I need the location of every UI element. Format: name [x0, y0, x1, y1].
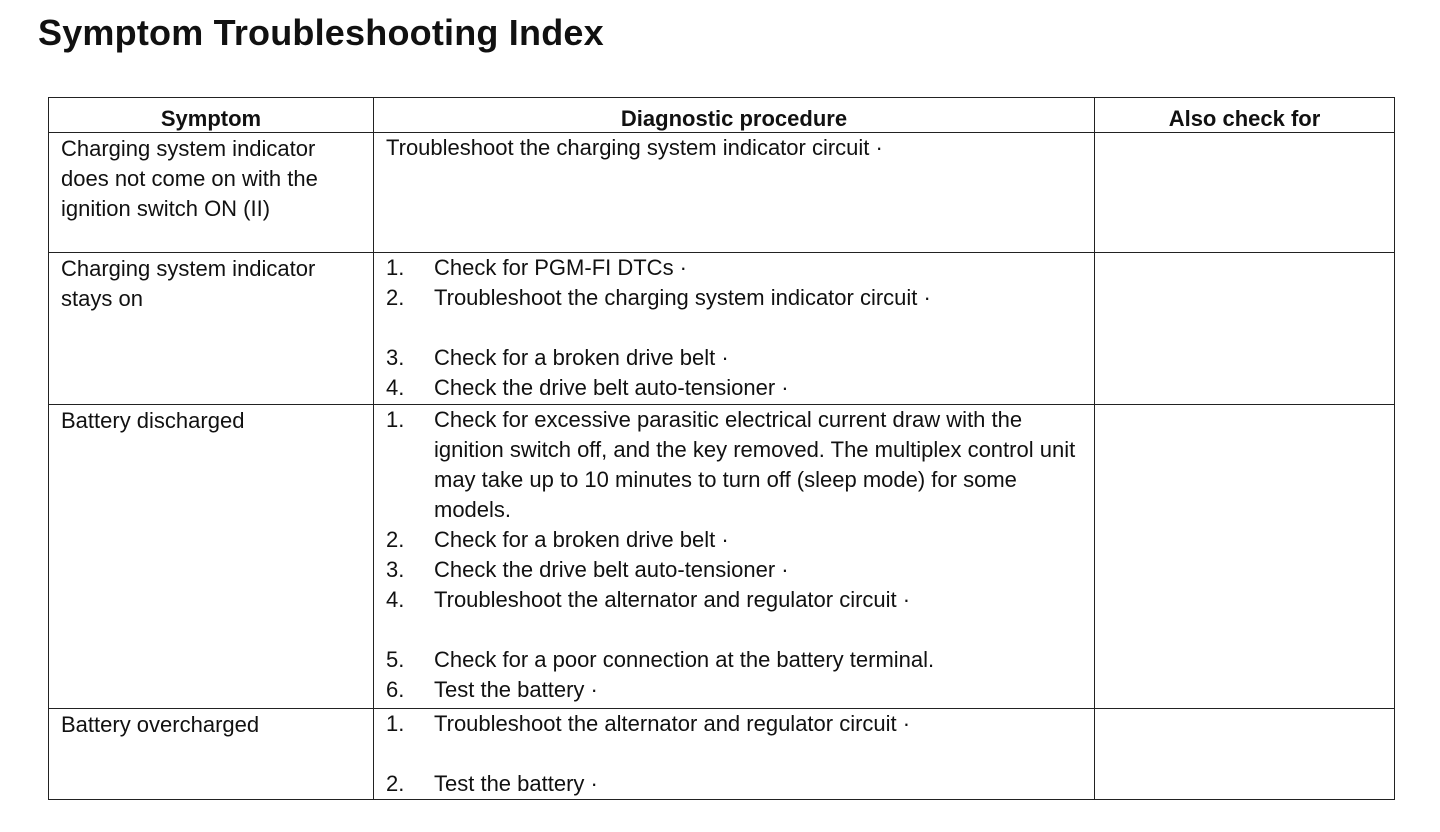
procedure-step [386, 525, 1088, 555]
procedure-text: Troubleshoot the charging system indicator circuit · [386, 135, 883, 160]
also-check-cell [1095, 253, 1395, 405]
procedure-step [386, 709, 1088, 739]
procedure-step [386, 555, 1088, 585]
symptom-cell: Battery discharged [49, 405, 374, 709]
procedure-step [386, 585, 1088, 615]
step-text: Test the battery · [434, 771, 598, 796]
table-row [49, 405, 1395, 709]
step-text: Troubleshoot the alternator and regulator circuit · [434, 711, 911, 736]
procedure-cell [374, 253, 1095, 405]
step-number: 2. [386, 527, 405, 552]
step-number: 1. [386, 711, 405, 736]
step-text: Troubleshoot the charging system indicator circuit · [434, 285, 931, 310]
procedure-cell [374, 133, 1095, 253]
table-row [49, 133, 1395, 253]
symptom-cell: Charging system indicator stays on [49, 253, 374, 405]
step-number: 3. [386, 557, 405, 582]
step-number: 1. [386, 407, 405, 432]
step-number: 4. [386, 587, 405, 612]
step-list [386, 253, 1088, 403]
symptom-table-container [48, 97, 1394, 800]
step-number: 1. [386, 255, 405, 280]
procedure-step [386, 253, 1088, 283]
step-list [386, 709, 1088, 799]
step-text: Check for excessive parasitic electrical current draw with the ignition switch off, and the key removed. The multiplex control unit may take up to 10 minutes to turn off (sleep mode) for some models. [434, 407, 1076, 522]
step-number: 6. [386, 677, 405, 702]
step-number: 3. [386, 345, 405, 370]
step-list [386, 405, 1088, 705]
symptom-table [48, 97, 1395, 800]
symptom-cell: Charging system indicator does not come on with the ignition switch ON (II) [49, 133, 374, 253]
procedure-step [386, 373, 1088, 403]
table-row [49, 253, 1395, 405]
procedure-cell [374, 405, 1095, 709]
step-text: Check for a broken drive belt · [434, 345, 729, 370]
procedure-cell [374, 709, 1095, 800]
header-diagnostic-procedure: Diagnostic procedure [374, 98, 1095, 133]
procedure-step [386, 283, 1088, 313]
also-check-cell [1095, 405, 1395, 709]
step-text: Troubleshoot the alternator and regulator circuit · [434, 587, 911, 612]
also-check-cell [1095, 709, 1395, 800]
procedure-step [386, 405, 1088, 525]
step-number: 2. [386, 285, 405, 310]
procedure-step [386, 343, 1088, 373]
header-also-check-for: Also check for [1095, 98, 1395, 133]
procedure-step [386, 675, 1088, 705]
step-text: Check the drive belt auto-tensioner · [434, 375, 789, 400]
table-header-row [49, 98, 1395, 133]
step-text: Check for PGM-FI DTCs · [434, 255, 688, 280]
symptom-cell: Battery overcharged [49, 709, 374, 800]
header-symptom: Symptom [49, 98, 374, 133]
step-text: Check the drive belt auto-tensioner · [434, 557, 789, 582]
step-text: Test the battery · [434, 677, 598, 702]
step-number: 2. [386, 771, 405, 796]
step-text: Check for a broken drive belt · [434, 527, 729, 552]
table-row [49, 709, 1395, 800]
page-title: Symptom Troubleshooting Index [38, 12, 604, 53]
step-number: 5. [386, 647, 405, 672]
procedure-step [386, 769, 1088, 799]
also-check-cell [1095, 133, 1395, 253]
step-number: 4. [386, 375, 405, 400]
step-text: Check for a poor connection at the battery terminal. [434, 647, 935, 672]
procedure-step [386, 645, 1088, 675]
